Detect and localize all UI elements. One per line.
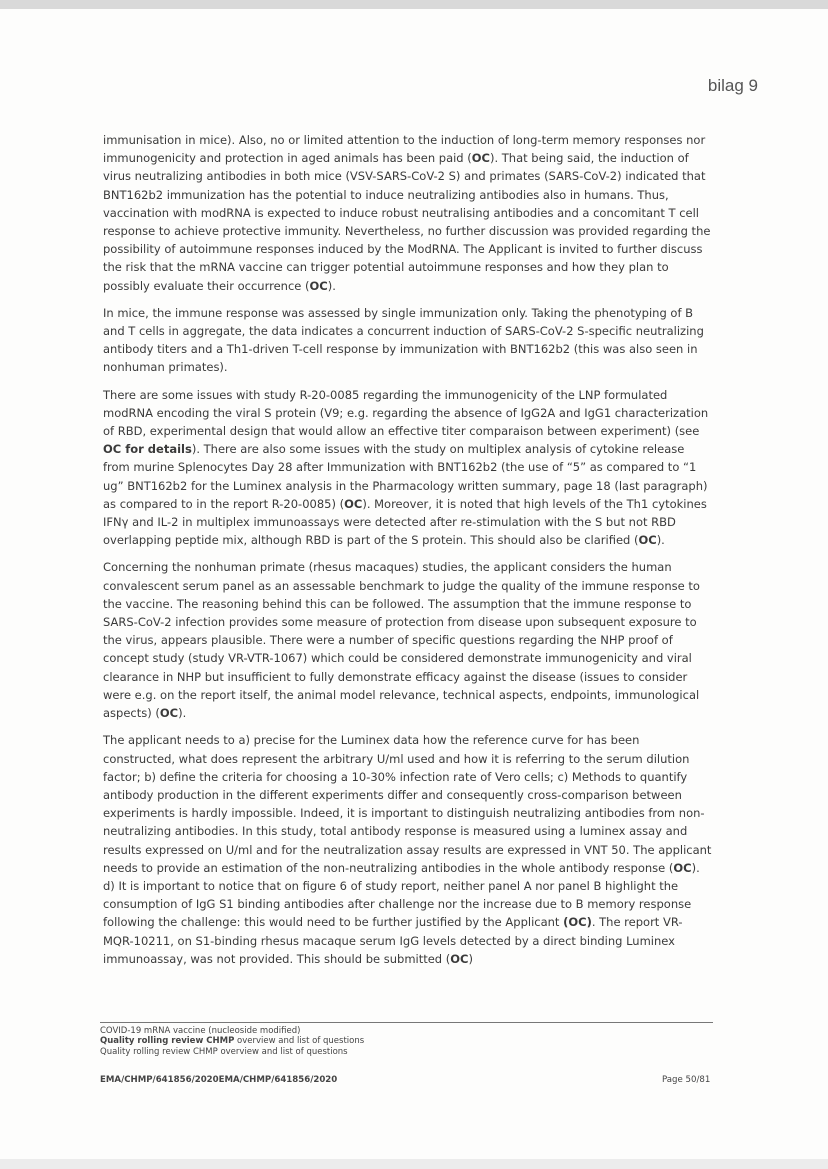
footer-product-name: COVID-19 mRNA vaccine (nucleoside modified) (100, 1026, 301, 1036)
bold-reference: OC (309, 278, 328, 293)
bold-reference: OC (159, 706, 179, 721)
footer-doc-title-bold: Quality rolling review CHMP (100, 1036, 235, 1047)
paragraph-text: ) (468, 951, 473, 966)
bold-reference: OC for details (103, 442, 192, 457)
bold-reference: (OC) (563, 915, 592, 930)
bold-reference: OC (344, 496, 363, 511)
footer-divider (100, 1022, 713, 1023)
footer-doc-title-repeat: Quality rolling review CHMP overview and list of questions (100, 1046, 348, 1057)
bold-reference: OC (450, 951, 469, 966)
handwritten-stamp: bilag 9 (707, 76, 758, 95)
paragraph-text: ). (327, 278, 336, 293)
paragraph-text: In mice, the immune response was assessed by single immunization only. Taking the phenotyping of B and T cells in aggregate, the data indicates a concurrent induction of SARS-CoV-2 S-specific neutralizing antibody titers and a Th1-driven T-cell response by immunization with BNT162b2 (this was also seen in nonhuman primates). (103, 305, 704, 375)
paragraph-text: . The report VR-MQR-10211, on S1-binding rhesus macaque serum IgG levels detected by a direct binding Luminex immunoassay, was not provided. This should be submitted ( (103, 915, 683, 966)
footer-block (100, 1026, 364, 1057)
bold-reference: OC (471, 151, 490, 166)
paragraph-text: The applicant needs to a) precise for the Luminex data how the reference curve for has been constructed, what does represent the arbitrary U/ml used and how it is referring to the serum dilution factor; b) define the criteria for choosing a 10-30% infection rate of Vero cells; c) Methods to quantify antibody production in the different experiments differ and consequently cross-comparison between experiments is hardly impossible. Indeed, it is important to distinguish neutralizing antibodies from non-neutralizing antibodies. In this study, total antibody response is measured using a luminex assay and results expressed on U/ml and for the neutralization assay results are expressed in VNT 50. The applicant needs to provide an estimation of the non-neutralizing antibodies in the whole antibody response ( (103, 733, 712, 875)
bottom-scan-edge (0, 1159, 828, 1169)
body-text (103, 131, 713, 977)
paragraph-text: Concerning the nonhuman primate (rhesus macaques) studies, the applicant considers the human convalescent serum panel as an assessable benchmark to judge the quality of the immune response to the vaccine. The reasoning behind this can be followed. The assumption that the immune response to SARS-CoV-2 infection provides some measure of protection from disease upon subsequent exposure to the virus, appears plausible. There were a number of specific questions regarding the NHP proof of concept study (study VR-VTR-1067) which could be considered demonstrate immunogenicity and viral clearance in NHP but insufficient to fully demonstrate efficacy against the disease (issues to consider were e.g. on the report itself, the animal model relevance, technical aspects, endpoints, immunological aspects) ( (103, 560, 700, 721)
paragraph-text: ). That being said, the induction of virus neutralizing antibodies in both mice (VSV-SARS-CoV-2 S) and primates (SARS-CoV-2) indicated that BNT162b2 immunization has the potential to induce neutralizing antibodies also in humans. Thus, vaccination with modRNA is expected to induce robust neutralising antibodies and a concomitant T cell response to achieve protective immunity. Nevertheless, no further discussion was provided regarding the possibility of autoimmune responses induced by the ModRNA. The Applicant is invited to further discuss the risk that the mRNA vaccine can trigger potential autoimmune responses and how they plan to possibly evaluate their occurrence ( (103, 151, 711, 293)
paragraph-5 (103, 731, 713, 968)
paragraph-text: ). d) It is important to notice that on figure 6 of study report, neither panel A nor panel B highlight the consumption of IgG S1 binding antibodies after challenge nor the increase due to B memory response following the challenge: this would need to be further justified by the Applicant (103, 860, 700, 930)
top-scan-edge (0, 0, 828, 9)
paragraph-2 (103, 304, 713, 377)
footer-doc-title (100, 1036, 364, 1046)
paragraph-text: ). (656, 533, 665, 548)
paragraph-text: ). (178, 706, 187, 721)
paragraph-1 (103, 131, 713, 295)
bold-reference: OC (673, 860, 692, 875)
paragraph-4 (103, 558, 713, 722)
paragraph-text: immunisation in mice). Also, no or limited attention to the induction of long-term memory responses nor immunogenicity and protection in aged animals has been paid ( (103, 133, 706, 166)
paragraph-text: There are some issues with study R-20-0085 regarding the immunogenicity of the LNP formulated modRNA encoding the viral S protein (V9; e.g. regarding the absence of IgG2A and IgG1 characterization of RBD, experimental design that would allow an effective titer comparaison between experiment) (see (103, 387, 709, 439)
paragraph-3 (103, 386, 713, 550)
page-number: Page 50/81 (662, 1075, 711, 1085)
bold-reference: OC (638, 533, 657, 548)
footer-doc-title-rest: overview and list of questions (234, 1036, 365, 1047)
footer-document-id: EMA/CHMP/641856/2020EMA/CHMP/641856/2020 (100, 1075, 338, 1085)
paragraph-text: ). Moreover, it is noted that high levels of the Th1 cytokines IFNγ and IL-2 in multiplex immunoassays were detected after re-stimulation with the S but not RBD overlapping peptide mix, although RBD is part of the S protein. This should also be clarified ( (103, 496, 707, 548)
paragraph-text: ). There are also some issues with the study on multiplex analysis of cytokine release from murine Splenocytes Day 28 after Immunization with BNT162b2 (the use of “5” as compared to “1 ug” BNT162b2 for the Luminex analysis in the Pharmacology written summary, page 18 (last paragraph) as compared to in the report R-20-0085) ( (103, 442, 708, 511)
